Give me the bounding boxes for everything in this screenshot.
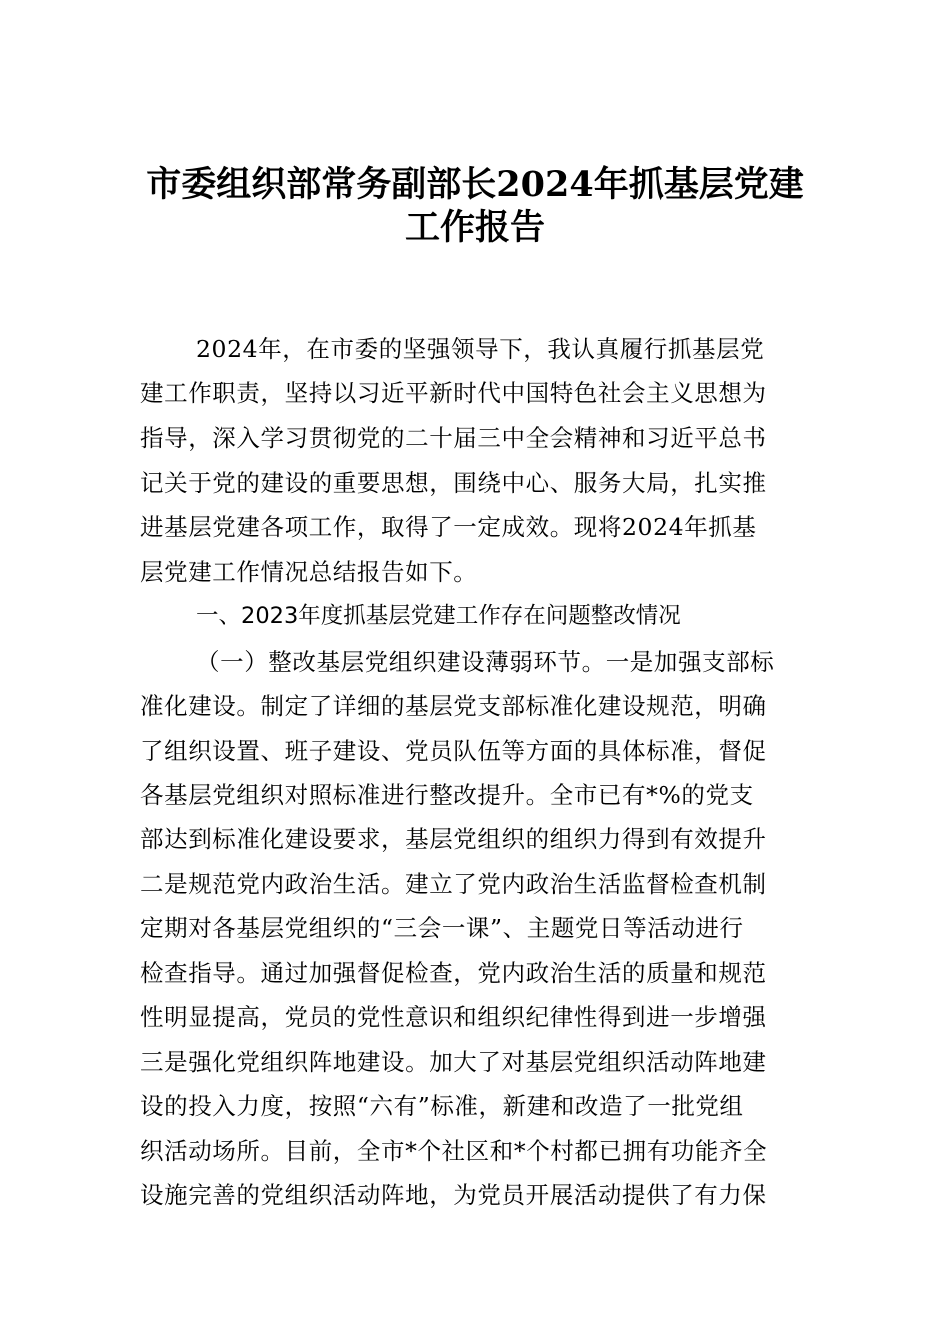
body-line: 检查指导。通过加强督促检查，党内政治生活的质量和规范 (140, 959, 767, 987)
body-line: 指导，深入学习贯彻党的二十届三中全会精神和习近平总书 (140, 424, 767, 452)
body-line: 定期对各基层党组织的“三会一课”、主题党日等活动进行 (140, 914, 744, 942)
body-line: 记关于党的建设的重要思想，围绕中心、服务大局，扎实推 (140, 469, 767, 497)
document-title-line-1: 市委组织部常务副部长2024年抓基层党建 (146, 164, 804, 205)
body-line: 准化建设。制定了详细的基层党支部标准化建设规范，明确 (140, 692, 767, 720)
body-line: 进基层党建各项工作，取得了一定成效。现将2024年抓基 (140, 513, 757, 541)
body-line: 织活动场所。目前，全市*个社区和*个村都已拥有功能齐全 (140, 1137, 768, 1165)
body-line: 建工作职责，坚持以习近平新时代中国特色社会主义思想为 (140, 379, 767, 407)
body-line: 层党建工作情况总结报告如下。 (140, 558, 478, 586)
body-line: 各基层党组织对照标准进行整改提升。全市已有*%的党支 (140, 781, 754, 809)
document-title-line-2: 工作报告 (404, 207, 545, 248)
section-heading: 一、2023年度抓基层党建工作存在问题整改情况 (196, 603, 681, 629)
body-line: 性明显提高，党员的党性意识和组织纪律性得到进一步增强 (140, 1003, 767, 1031)
body-line: 二是规范党内政治生活。建立了党内政治生活监督检查机制 (140, 870, 767, 898)
body-line: 设施完善的党组织活动阵地，为党员开展活动提供了有力保 (140, 1181, 767, 1209)
body-line: 部达到标准化建设要求，基层党组织的组织力得到有效提升 (140, 825, 767, 853)
body-line: 三是强化党组织阵地建设。加大了对基层党组织活动阵地建 (140, 1048, 767, 1076)
body-line: 了组织设置、班子建设、党员队伍等方面的具体标准，督促 (140, 737, 767, 765)
body-line: （一）整改基层党组织建设薄弱环节。一是加强支部标 (196, 648, 775, 676)
body-line: 设的投入力度，按照“六有”标准，新建和改造了一批党组 (140, 1092, 744, 1120)
body-line: 2024年，在市委的坚强领导下，我认真履行抓基层党 (196, 335, 765, 363)
